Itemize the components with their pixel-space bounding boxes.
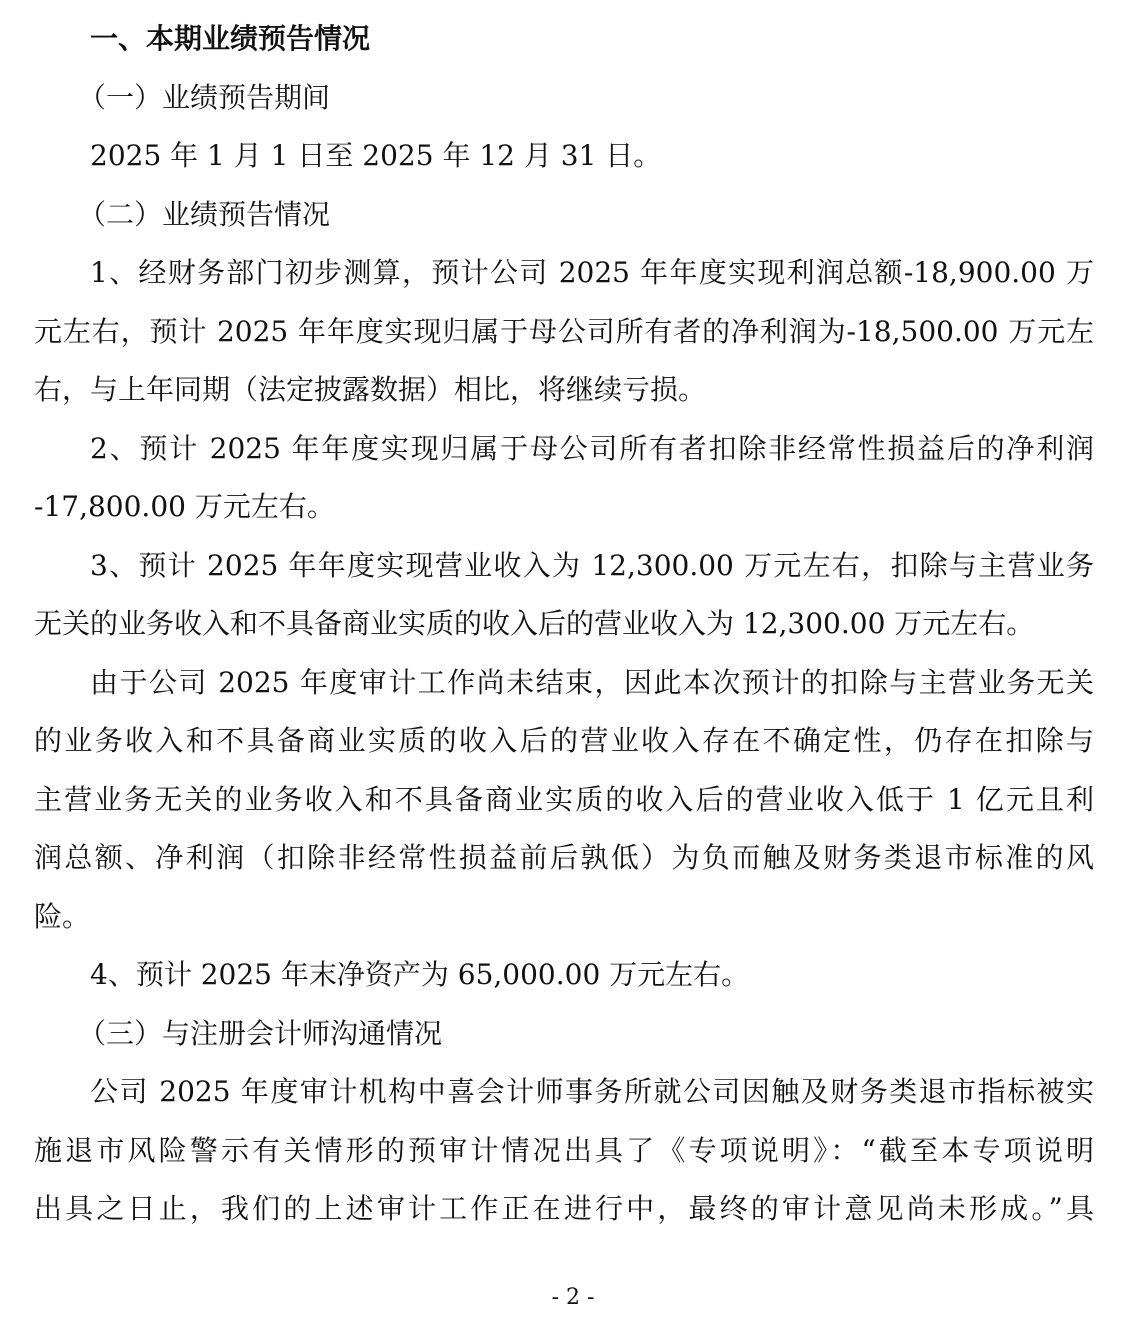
item2-line2: -17,800.00 万元左右。 bbox=[34, 490, 335, 523]
forecast-period: 2025 年 1 月 1 日至 2025 年 12 月 31 日。 bbox=[90, 139, 662, 172]
section-title: 一、本期业绩预告情况 bbox=[90, 22, 371, 55]
subsection-title-forecast: （二）业绩预告情况 bbox=[78, 197, 331, 231]
item4-line1: 4、预计 2025 年末净资产为 65,000.00 万元左右。 bbox=[90, 958, 750, 991]
subsection-title-auditor: （三）与注册会计师沟通情况 bbox=[78, 1016, 443, 1050]
page-number: - 2 - bbox=[551, 1285, 595, 1310]
note-line2: 的业务收入和不具备商业实质的收入后的营业收入存在不确定性，仍存在扣除与 bbox=[34, 724, 1094, 757]
note-line1: 由于公司 2025 年度审计工作尚未结束，因此本次预计的扣除与主营业务无关 bbox=[90, 665, 1094, 699]
item3-line1: 3、预计 2025 年年度实现营业收入为 12,300.00 万元左右，扣除与主营业务 bbox=[90, 548, 1094, 582]
item1-line1: 1、经财务部门初步测算，预计公司 2025 年年度实现利润总额-18,900.00 万 bbox=[90, 256, 1094, 289]
note-line5: 险。 bbox=[34, 899, 91, 933]
subsection-title-period: （一）业绩预告期间 bbox=[78, 80, 331, 114]
note-line3: 主营业务无关的业务收入和不具备商业实质的收入后的营业收入低于 1 亿元且利 bbox=[34, 782, 1094, 816]
item1-line2: 元左右，预计 2025 年年度实现归属于母公司所有者的净利润为-18,500.00 万元左 bbox=[34, 314, 1094, 348]
document-page bbox=[34, 10, 1094, 1239]
auditor-line3: 出具之日止，我们的上述审计工作正在进行中，最终的审计意见尚未形成。”具 bbox=[34, 1192, 1094, 1225]
item1-line3: 右，与上年同期（法定披露数据）相比，将继续亏损。 bbox=[34, 373, 707, 406]
auditor-line2: 施退市风险警示有关情形的预审计情况出具了《专项说明》：“截至本专项说明 bbox=[34, 1133, 1094, 1167]
item2-line1: 2、预计 2025 年年度实现归属于母公司所有者扣除非经常性损益后的净利润 bbox=[90, 431, 1094, 465]
auditor-line1: 公司 2025 年度审计机构中喜会计师事务所就公司因触及财务类退市指标被实 bbox=[90, 1075, 1094, 1108]
item3-line2: 无关的业务收入和不具备商业实质的收入后的营业收入为 12,300.00 万元左右。 bbox=[34, 607, 1035, 640]
note-line4: 润总额、净利润（扣除非经常性损益前后孰低）为负而触及财务类退市标准的风 bbox=[34, 841, 1094, 874]
